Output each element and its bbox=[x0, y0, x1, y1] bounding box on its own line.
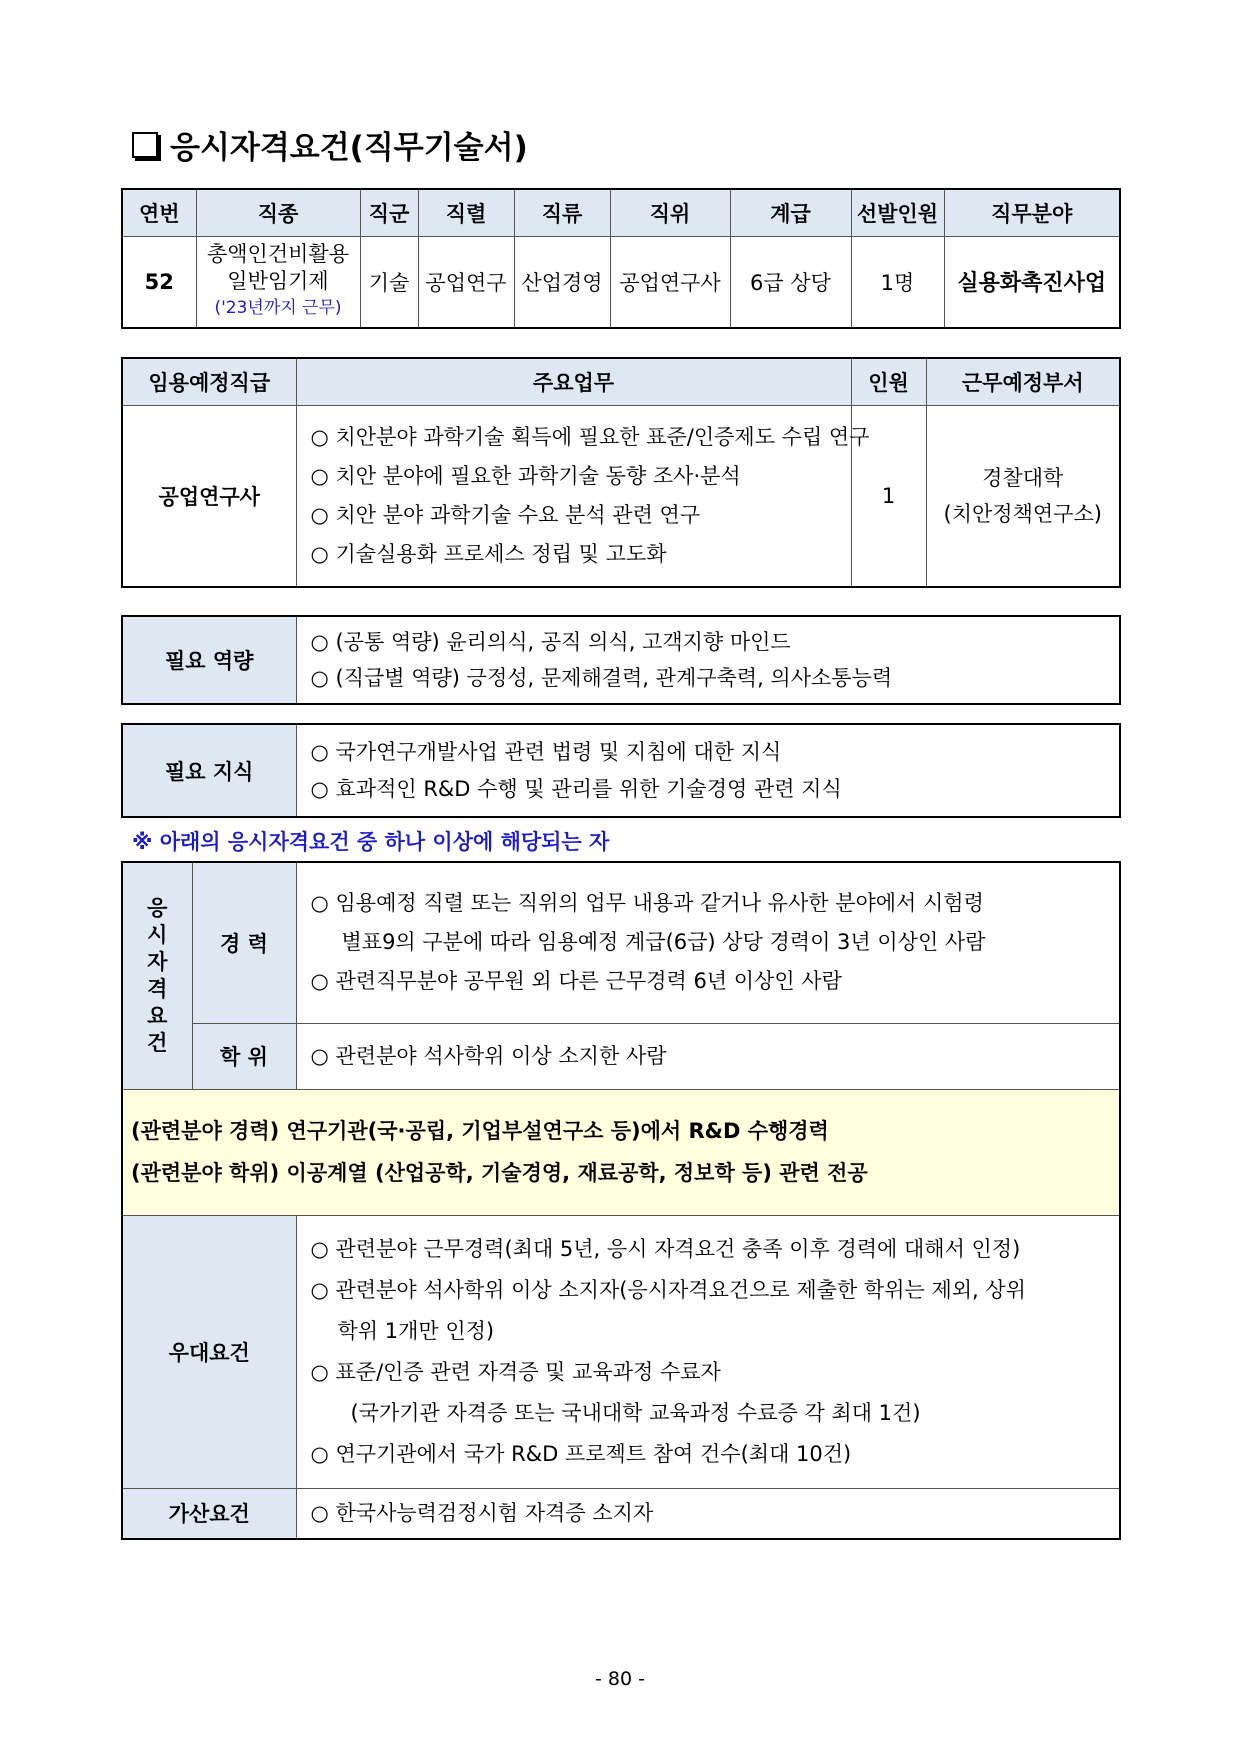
header-row bbox=[122, 189, 1120, 236]
header-cell: 주요업무 bbox=[296, 358, 851, 405]
cell-no: 52 bbox=[122, 236, 196, 328]
degree-item: ○ 관련분야 석사학위 이상 소지한 사람 bbox=[310, 1043, 667, 1068]
bonus-item: ○ 한국사능력검정시험 자격증 소지자 bbox=[310, 1500, 654, 1525]
knowledge-item: ○ 효과적인 R&D 수행 및 관리를 위한 기술경영 관련 지식 bbox=[310, 776, 842, 801]
competency-label: 필요 역량 bbox=[122, 616, 296, 704]
competency-table bbox=[121, 615, 1121, 705]
cell-rank: 공업연구사 bbox=[122, 405, 296, 587]
header-cell: 직종 bbox=[196, 189, 360, 236]
duties-list bbox=[296, 405, 870, 587]
career-item: ○ 관련직무분야 공무원 외 다른 근무경력 6년 이상인 사람 bbox=[310, 969, 842, 994]
cell-count: 1 bbox=[851, 405, 926, 587]
cell-type bbox=[196, 236, 360, 328]
header-cell: 인원 bbox=[851, 358, 926, 405]
table-row bbox=[122, 236, 1120, 328]
cell-position: 공업연구사 bbox=[610, 236, 730, 328]
preferred-item: ○ 표준/인증 관련 자격증 및 교육과정 수료자 bbox=[310, 1359, 721, 1384]
title-text: 응시자격요건(직무기술서) bbox=[170, 130, 528, 166]
header-cell: 직무분야 bbox=[944, 189, 1120, 236]
label-char: 요 bbox=[147, 1003, 168, 1028]
label-char: 격 bbox=[147, 976, 168, 1001]
career-list bbox=[296, 862, 1120, 1023]
header-cell: 직위 bbox=[610, 189, 730, 236]
cell-count: 1명 bbox=[851, 236, 944, 328]
preferred-item: ○ 관련분야 근무경력(최대 5년, 응시 자격요건 충족 이후 경력에 대해서 인정) bbox=[310, 1236, 1021, 1261]
bonus-list bbox=[296, 1488, 1120, 1539]
header-cell: 직군 bbox=[360, 189, 418, 236]
related-item: (관련분야 경력) 연구기관(국·공립, 기업부설연구소 등)에서 R&D 수행경력 bbox=[131, 1119, 829, 1143]
table-row bbox=[122, 724, 1120, 817]
duty-item: ○ 치안 분야 과학기술 수요 분석 관련 연구 bbox=[310, 502, 701, 527]
related-row bbox=[122, 1089, 1120, 1215]
label-char: 건 bbox=[147, 1030, 168, 1055]
bonus-label: 가산요건 bbox=[122, 1488, 296, 1539]
label-char: 시 bbox=[147, 922, 168, 947]
type-line1: 총액인건비활용 bbox=[206, 242, 349, 267]
preferred-item: (국가기관 자격증 또는 국내대학 교육과정 수료증 각 최대 1건) bbox=[350, 1400, 921, 1425]
header-cell: 임용예정직급 bbox=[122, 358, 296, 405]
dept-line2: (치안정책연구소) bbox=[943, 501, 1102, 526]
label-char: 자 bbox=[147, 949, 168, 974]
preferred-row bbox=[122, 1215, 1120, 1488]
knowledge-label: 필요 지식 bbox=[122, 724, 296, 817]
position-table bbox=[121, 188, 1121, 329]
table-row bbox=[122, 616, 1120, 704]
preferred-item: ○ 연구기관에서 국가 R&D 프로젝트 참여 건수(최대 10건) bbox=[310, 1441, 852, 1466]
preferred-item: 학위 1개만 인정) bbox=[337, 1318, 495, 1343]
competency-list bbox=[296, 616, 1120, 704]
preferred-label: 우대요건 bbox=[122, 1215, 296, 1488]
related-item: (관련분야 학위) 이공계열 (산업공학, 기술경영, 재료공학, 정보학 등) 관련 전공 bbox=[131, 1161, 868, 1185]
header-cell: 직렬 bbox=[418, 189, 514, 236]
bonus-row bbox=[122, 1488, 1120, 1539]
header-cell: 연번 bbox=[122, 189, 196, 236]
preferred-item: ○ 관련분야 석사학위 이상 소지자(응시자격요건으로 제출한 학위는 제외, 상위 bbox=[310, 1277, 1026, 1302]
header-cell: 직류 bbox=[514, 189, 610, 236]
cell-grade: 6급 상당 bbox=[730, 236, 851, 328]
qualification-label bbox=[122, 862, 192, 1089]
degree-list bbox=[296, 1023, 1120, 1089]
cell-series: 공업연구 bbox=[418, 236, 514, 328]
cell-group: 기술 bbox=[360, 236, 418, 328]
type-note: ('23년까지 근무) bbox=[214, 298, 342, 319]
duty-item: ○ 기술실용화 프로세스 정립 및 고도화 bbox=[310, 541, 667, 566]
career-item: 별표9의 구분에 따라 임용예정 계급(6급) 상당 경력이 3년 이상인 사람 bbox=[341, 930, 986, 955]
competency-item: ○ (공통 역량) 윤리의식, 공직 의식, 고객지향 마인드 bbox=[310, 630, 791, 654]
knowledge-table bbox=[121, 723, 1121, 818]
cell-dept bbox=[926, 405, 1120, 587]
header-row bbox=[122, 358, 1120, 405]
header-cell: 선발인원 bbox=[851, 189, 944, 236]
knowledge-list bbox=[296, 724, 1120, 817]
career-label: 경 력 bbox=[192, 862, 296, 1023]
qualification-note: ※ 아래의 응시자격요건 중 하나 이상에 해당되는 자 bbox=[132, 830, 610, 854]
dept-line1: 경찰대학 bbox=[982, 465, 1064, 490]
checkbox-square-icon bbox=[132, 132, 158, 158]
duty-item: ○ 치안분야 과학기술 획득에 필요한 표준/인증제도 수립 연구 bbox=[310, 424, 870, 449]
section-title bbox=[132, 122, 528, 167]
header-cell: 근무예정부서 bbox=[926, 358, 1120, 405]
related-fields bbox=[122, 1089, 1120, 1215]
cell-field: 실용화촉진사업 bbox=[944, 236, 1120, 328]
qualification-table bbox=[121, 861, 1121, 1540]
duties-table bbox=[121, 357, 1121, 588]
page-number: - 80 - bbox=[595, 1668, 645, 1690]
type-line2: 일반임기제 bbox=[227, 269, 329, 294]
duty-item: ○ 치안 분야에 필요한 과학기술 동향 조사·분석 bbox=[310, 463, 741, 488]
cell-class: 산업경영 bbox=[514, 236, 610, 328]
career-item: ○ 임용예정 직렬 또는 직위의 업무 내용과 같거나 유사한 분야에서 시험령 bbox=[310, 891, 984, 916]
header-cell: 계급 bbox=[730, 189, 851, 236]
degree-label: 학 위 bbox=[192, 1023, 296, 1089]
knowledge-item: ○ 국가연구개발사업 관련 법령 및 지침에 대한 지식 bbox=[310, 739, 782, 764]
table-row bbox=[122, 405, 1120, 587]
preferred-list bbox=[296, 1215, 1120, 1488]
label-char: 응 bbox=[147, 895, 168, 920]
competency-item: ○ (직급별 역량) 긍정성, 문제해결력, 관계구축력, 의사소통능력 bbox=[310, 666, 893, 690]
degree-row bbox=[122, 1023, 1120, 1089]
career-row bbox=[122, 862, 1120, 1023]
